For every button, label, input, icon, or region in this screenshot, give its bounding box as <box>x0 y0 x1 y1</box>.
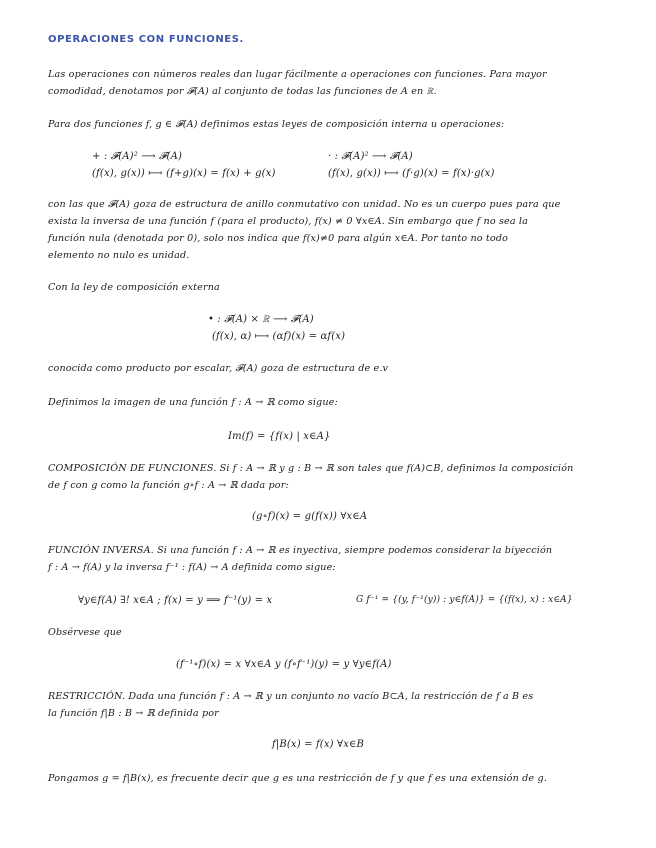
paragraph-observe: Obsérvese que <box>48 627 122 638</box>
paragraph-external-law: Con la ley de composición externa <box>48 282 220 293</box>
sum-operation-rule: (f(x), g(x)) ⟼ (f+g)(x) = f(x) + g(x) <box>92 168 276 179</box>
equation-composition: (g∘f)(x) = g(f(x)) ∀x∈A <box>252 511 368 522</box>
external-law-definition: • : 𝓕(A) × ℝ ⟶ 𝓕(A) <box>208 314 314 325</box>
paragraph-intro-line-2: comodidad, denotamos por 𝓕(A) al conjunto de todas las funciones de A en ℝ. <box>48 86 437 97</box>
paragraph-composition-line-1: COMPOSICIÓN DE FUNCIONES. Si f : A → ℝ y g : B → ℝ son tales que f(A)⊂B, definimos la composición <box>48 463 574 474</box>
equation-restriction: f|B(x) = f(x) ∀x∈B <box>272 739 365 750</box>
paragraph-extension: Pongamos g = f|B(x), es frecuente decir que g es una restricción de f y que f es una extensión de g. <box>48 773 547 784</box>
paragraph-ring-line-3: función nula (denotada por 0), solo nos indica que f(x)≠0 para algún x∈A. Por tanto no todo <box>48 233 509 244</box>
page-title: OPERACIONES CON FUNCIONES. <box>48 34 244 45</box>
equation-inverse-identities: (f⁻¹∘f)(x) = x ∀x∈A y (f∘f⁻¹)(y) = y ∀y∈f(A) <box>176 659 392 670</box>
paragraph-inverse-line-1: FUNCIÓN INVERSA. Si una función f : A → ℝ es inyectiva, siempre podemos considerar la biyección <box>48 545 553 556</box>
equation-image: Im(f) = {f(x) | x∈A} <box>228 431 331 442</box>
sum-operation-definition: + : 𝓕(A)² ⟶ 𝓕(A) <box>92 151 183 162</box>
paragraph-ring-line-2: exista la inversa de una función f (para el producto), f(x) ≠ 0 ∀x∈A. Sin embargo que f no sea la <box>48 216 529 227</box>
paragraph-intro-line-1: Las operaciones con números reales dan lugar fácilmente a operaciones con funciones. Para mayor <box>48 69 547 80</box>
external-law-rule: (f(x), α) ⟼ (αf)(x) = αf(x) <box>212 331 346 342</box>
paragraph-image-definition: Definimos la imagen de una función f : A → ℝ como sigue: <box>48 397 338 408</box>
paragraph-restriction-line-1: RESTRICCIÓN. Dada una función f : A → ℝ y un conjunto no vacío B⊂A, la restricción de f a B es <box>48 691 534 702</box>
paragraph-composition-line-2: de f con g como la función g∘f : A → ℝ dada por: <box>48 480 289 491</box>
paragraph-restriction-line-2: la función f|B : B → ℝ definida por <box>48 708 219 719</box>
paragraph-ring-line-1: con las que 𝓕(A) goza de estructura de anillo conmutativo con unidad. No es un cuerpo pues para que <box>48 199 561 210</box>
equation-inverse-graph: G f⁻¹ = {(y, f⁻¹(y)) : y∈f(A)} = {(f(x), x) : x∈A} <box>356 595 573 605</box>
product-operation-definition: · : 𝓕(A)² ⟶ 𝓕(A) <box>328 151 413 162</box>
product-operation-rule: (f(x), g(x)) ⟼ (f·g)(x) = f(x)·g(x) <box>328 168 495 179</box>
paragraph-operations: Para dos funciones f, g ∈ 𝓕(A) definimos estas leyes de composición interna u operaciones: <box>48 119 505 130</box>
paragraph-inverse-line-2: f : A → f(A) y la inversa f⁻¹ : f(A) → A definida como sigue: <box>48 562 336 573</box>
equation-inverse-existence: ∀y∈f(A) ∃! x∈A ; f(x) = y ⟹ f⁻¹(y) = x <box>78 595 273 606</box>
paragraph-ring-line-4: elemento no nulo es unidad. <box>48 250 190 261</box>
paragraph-vector-space: conocida como producto por escalar, 𝓕(A) goza de estructura de e.v <box>48 363 389 374</box>
